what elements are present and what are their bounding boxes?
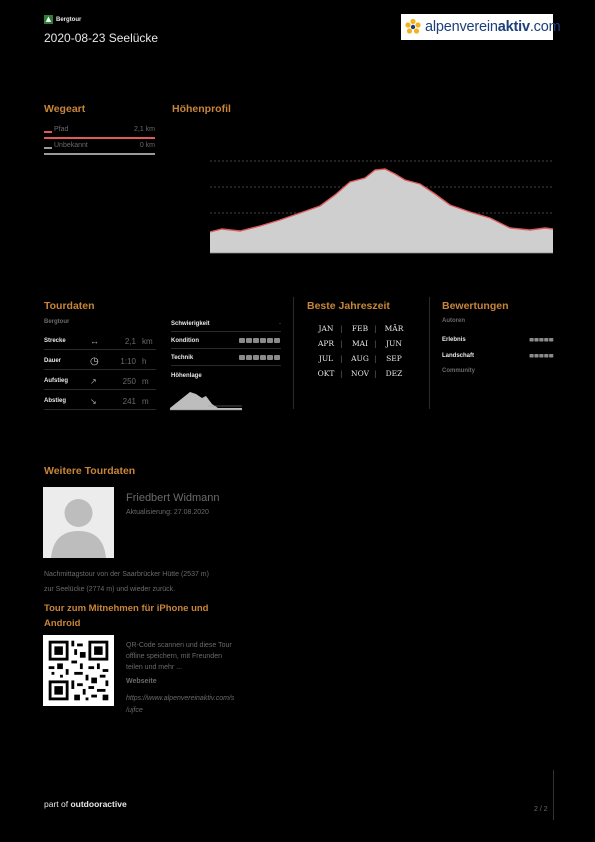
mobile-title-line: Android xyxy=(44,618,81,629)
stat-label: Strecke xyxy=(44,338,66,344)
hoehenprofil-title: Höhenprofil xyxy=(172,103,231,115)
url-line: https://www.alpenvereinaktiv.com/s xyxy=(126,695,235,702)
distance-icon: ↔ xyxy=(90,336,99,346)
stats-list xyxy=(44,333,156,410)
list-item xyxy=(44,142,155,155)
brand-logo[interactable] xyxy=(401,14,561,40)
url-line: /ujfce xyxy=(126,707,143,714)
category-label: Bergtour xyxy=(56,16,82,23)
divider xyxy=(293,297,294,409)
clock-icon: ◷ xyxy=(90,355,99,367)
footer-brand-name: outdooractive xyxy=(70,799,127,809)
authors-label: Autoren xyxy=(442,318,465,324)
rating-label: Kondition xyxy=(171,338,199,344)
website-link[interactable] xyxy=(126,693,234,717)
season-row: APR | MAI | JUN xyxy=(312,339,412,354)
description-line: zur Seelücke (2774 m) und wieder zurück. xyxy=(44,586,176,593)
qr-description xyxy=(126,640,232,673)
category-badge xyxy=(44,15,81,24)
qr-text-line: teilen und mehr ... xyxy=(126,664,183,671)
stat-value: 241 xyxy=(122,396,136,406)
kondition-dots xyxy=(239,338,281,345)
weitere-title: Weitere Tourdaten xyxy=(44,465,136,477)
month-aug: AUG xyxy=(351,354,369,363)
month-mar: MÄR xyxy=(384,324,404,333)
season-grid xyxy=(312,324,412,384)
rating-label: Erlebnis xyxy=(442,337,466,343)
bewertungen-list xyxy=(442,333,554,363)
ratings-list xyxy=(171,317,281,379)
avatar xyxy=(43,487,114,558)
stat-unit: m xyxy=(142,396,149,406)
page-number: 2 / 2 xyxy=(534,806,548,813)
brand-wordmark: alpenvereinaktiv.com xyxy=(425,19,561,35)
mobile-title-line: Tour zum Mitnehmen für iPhone und xyxy=(44,603,209,614)
rating-row xyxy=(171,351,281,366)
rating-label: Technik xyxy=(171,355,194,361)
user-silhouette-icon xyxy=(43,487,114,558)
right-edge-line xyxy=(553,770,554,820)
edelweiss-icon xyxy=(404,18,422,36)
ascent-icon: ↗ xyxy=(90,376,97,386)
descent-icon: ↘ xyxy=(90,396,97,406)
stat-unit: km xyxy=(142,336,153,346)
stat-value: 250 xyxy=(122,376,136,386)
wegeart-value: 0 km xyxy=(139,142,155,149)
tourdaten-category: Bergtour xyxy=(44,319,70,325)
tourdaten-title: Tourdaten xyxy=(44,300,95,312)
footer-prefix: part of xyxy=(44,799,71,809)
month-sep: SEP xyxy=(386,354,402,363)
rating-row xyxy=(171,334,281,349)
hoehenlage-mini-profile xyxy=(170,384,242,412)
month-jul: JUL xyxy=(318,354,334,363)
rating-row xyxy=(442,349,554,363)
stat-row xyxy=(44,393,156,410)
month-jan: JAN xyxy=(318,324,334,333)
stat-label: Abstieg xyxy=(44,398,67,404)
rating-label: Schwierigkeit xyxy=(171,321,210,327)
month-apr: APR xyxy=(317,339,335,348)
stat-unit: h xyxy=(142,356,147,366)
rating-value: - xyxy=(279,321,281,327)
technik-dots xyxy=(239,355,281,362)
qr-text-line: QR-Code scannen und diese Tour xyxy=(126,642,232,649)
footer-brand[interactable] xyxy=(44,799,127,809)
wegeart-label: Pfad xyxy=(54,126,69,133)
mobile-title xyxy=(44,601,208,631)
wegeart-value: 2,1 km xyxy=(133,126,155,133)
wegeart-list xyxy=(44,126,155,155)
website-label: Webseite xyxy=(126,678,157,685)
month-dez: DEZ xyxy=(385,369,403,378)
season-row: JAN | FEB | MÄR xyxy=(312,324,412,339)
divider xyxy=(429,297,430,409)
author-name: Friedbert Widmann xyxy=(126,492,220,504)
stat-row xyxy=(44,373,156,390)
bewertungen-title: Bewertungen xyxy=(442,300,509,312)
update-date: Aktualisierung: 27.08.2020 xyxy=(126,509,209,516)
stat-label: Dauer xyxy=(44,358,62,364)
wegeart-title: Wegeart xyxy=(44,103,86,115)
community-label: Community xyxy=(442,368,475,374)
stat-unit: m xyxy=(142,376,149,386)
pfad-swatch xyxy=(44,131,52,133)
stat-label: Aufstieg xyxy=(44,378,68,384)
hiker-icon: ▲ xyxy=(45,15,52,23)
season-row: JUL | AUG | SEP xyxy=(312,354,412,369)
page-title: 2020-08-23 Seelücke xyxy=(44,31,159,45)
rating-row xyxy=(442,333,554,347)
landschaft-dots xyxy=(530,354,555,359)
stat-value: 2,1 xyxy=(124,336,136,346)
list-item xyxy=(44,126,155,139)
hoehenlage-label: Höhenlage xyxy=(171,373,202,379)
stat-value: 1:10 xyxy=(120,356,136,366)
season-title: Beste Jahreszeit xyxy=(307,300,390,312)
stat-row xyxy=(44,353,156,370)
erlebnis-dots xyxy=(530,338,555,343)
month-nov: NOV xyxy=(351,369,369,378)
qr-code[interactable] xyxy=(43,635,114,706)
rating-row xyxy=(171,317,281,332)
month-feb: FEB xyxy=(351,324,369,333)
description-line: Nachmittagstour von der Saarbrücker Hütte (2537 m) xyxy=(44,571,209,578)
qr-text-line: offline speichern, mit Freunden xyxy=(126,653,222,660)
qr-code-icon xyxy=(43,635,114,706)
wegeart-label: Unbekannt xyxy=(54,142,88,149)
month-jun: JUN xyxy=(386,339,402,348)
rating-label: Landschaft xyxy=(442,353,475,359)
stat-row xyxy=(44,333,156,350)
unbekannt-swatch xyxy=(44,147,52,149)
month-mai: MAI xyxy=(351,339,369,348)
season-row: OKT | NOV | DEZ xyxy=(312,369,412,384)
month-okt: OKT xyxy=(317,369,335,378)
elevation-profile xyxy=(210,150,553,255)
